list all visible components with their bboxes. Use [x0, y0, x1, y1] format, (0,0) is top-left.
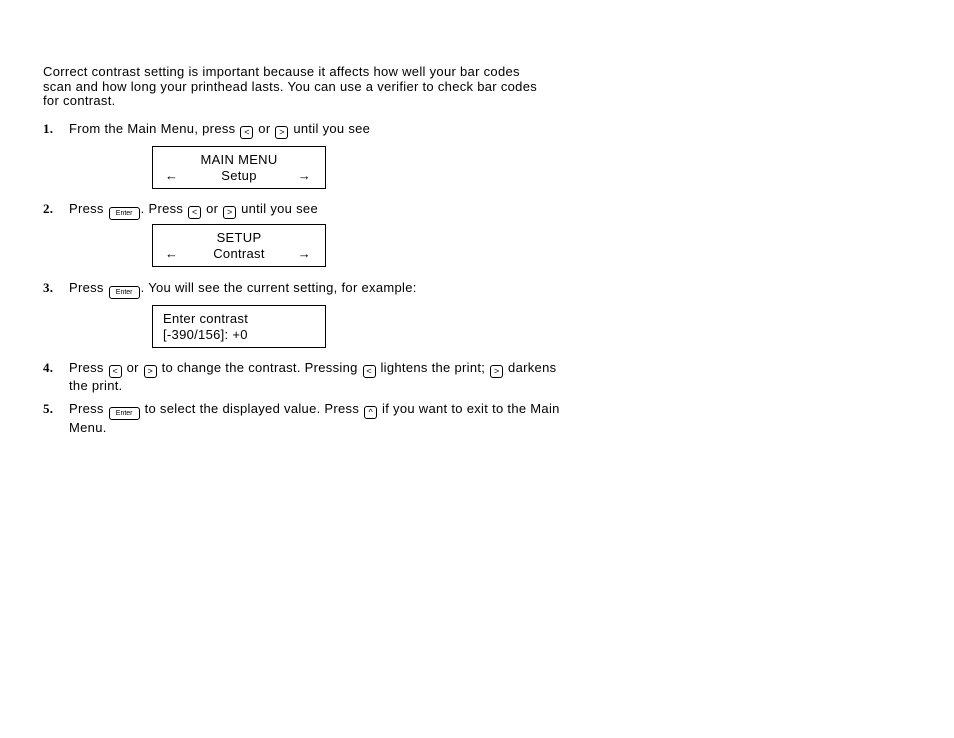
lcd-line-2: [-390/156]: +0: [163, 327, 248, 342]
step-4: [43, 360, 573, 393]
step-3: [43, 280, 573, 299]
step-text: Press < or > to change the contrast. Pressing < lightens the print; > darkens the print.: [69, 360, 557, 393]
lcd-line-2: ← Setup →: [165, 168, 311, 183]
step-1: [43, 121, 573, 139]
left-arrow-key-icon: <: [109, 365, 122, 378]
step-text: Press Enter . Press < or > until you see: [69, 201, 573, 220]
lcd-line-2: ← Contrast →: [165, 246, 311, 261]
left-arrow-key-icon: <: [240, 126, 253, 139]
enter-key-icon: Enter: [109, 407, 140, 420]
intro-paragraph: Correct contrast setting is important because it affects how well your bar codes scan and how long your printhead lasts. You can use a verifier to check bar codes for contrast.: [43, 64, 538, 108]
lcd-display-contrast: [152, 305, 326, 348]
left-arrow-icon: ←: [165, 246, 179, 261]
left-arrow-key-icon: <: [188, 206, 201, 219]
lcd-line-1: SETUP: [216, 230, 262, 245]
up-arrow-key-icon: ^: [364, 406, 377, 419]
step-2: [43, 201, 573, 220]
left-arrow-key-icon: <: [363, 365, 376, 378]
step-number: 3.: [43, 280, 54, 295]
lcd-display-setup: [152, 224, 326, 267]
step-number: 2.: [43, 201, 54, 216]
lcd-display-main-menu: [152, 146, 326, 189]
step-number: 5.: [43, 401, 54, 416]
lcd-line-1: MAIN MENU: [200, 152, 278, 167]
step-number: 1.: [43, 121, 54, 136]
right-arrow-key-icon: >: [275, 126, 288, 139]
enter-key-icon: Enter: [109, 207, 140, 220]
right-arrow-icon: →: [297, 246, 311, 261]
lcd-line-1: Enter contrast: [163, 311, 249, 326]
step-number: 4.: [43, 360, 54, 375]
right-arrow-key-icon: >: [223, 206, 236, 219]
right-arrow-key-icon: >: [144, 365, 157, 378]
step-text: From the Main Menu, press < or > until you see: [69, 121, 371, 137]
right-arrow-icon: →: [297, 168, 311, 183]
left-arrow-icon: ←: [165, 168, 179, 183]
right-arrow-key-icon: >: [490, 365, 503, 378]
enter-key-icon: Enter: [109, 286, 140, 299]
step-text: Press Enter to select the displayed value. Press ^ if you want to exit to the Main Menu.: [69, 401, 560, 435]
step-5: [43, 401, 573, 435]
step-text: Press Enter . You will see the current setting, for example:: [69, 280, 573, 299]
